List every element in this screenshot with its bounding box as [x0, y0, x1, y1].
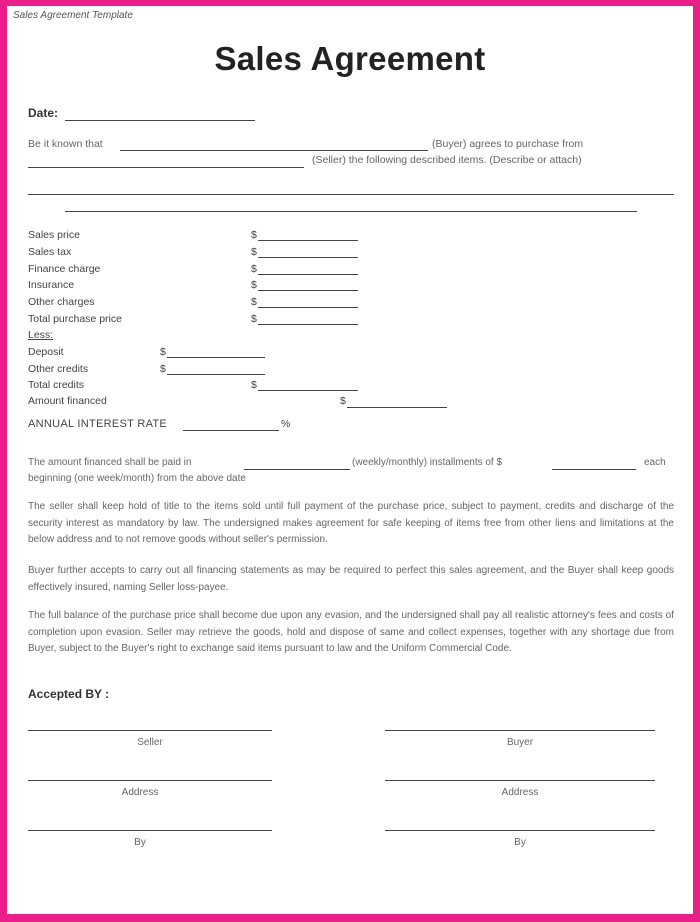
finance-charge-field[interactable] — [258, 274, 358, 275]
seller-address-caption: Address — [121, 787, 159, 798]
buyer-caption: Buyer — [506, 737, 534, 748]
seller-name-line[interactable] — [28, 167, 304, 168]
seller-signature-line[interactable] — [28, 730, 272, 731]
total-credits-label: Total credits — [28, 379, 85, 391]
insurance-currency: $ — [251, 279, 257, 291]
total-credits-currency: $ — [251, 379, 257, 391]
seller-caption: Seller — [137, 737, 163, 748]
intro-buyer-suffix: (Buyer) agrees to purchase from — [432, 138, 584, 150]
buyer-name-line[interactable] — [120, 150, 428, 151]
sales-price-currency: $ — [251, 229, 257, 241]
deposit-label: Deposit — [28, 346, 64, 358]
template-label: Sales Agreement Template — [13, 10, 133, 21]
amount-financed-label: Amount financed — [28, 395, 107, 407]
other-charges-field[interactable] — [258, 307, 358, 308]
finance-charge-currency: $ — [251, 263, 257, 275]
total-purchase-price-label: Total purchase price — [28, 313, 122, 325]
buyer-by-line[interactable] — [385, 830, 655, 831]
installment-text-line2: beginning (one week/month) from the above date — [28, 473, 246, 484]
document-title: Sales Agreement — [214, 40, 486, 77]
installment-count-field[interactable] — [244, 469, 350, 470]
sales-price-field[interactable] — [258, 240, 358, 241]
other-charges-currency: $ — [251, 296, 257, 308]
buyer-by-caption: By — [514, 837, 526, 848]
other-charges-label: Other charges — [28, 296, 95, 308]
total-purchase-price-field[interactable] — [258, 324, 358, 325]
accepted-by-heading: Accepted BY : — [28, 687, 110, 701]
sales-price-label: Sales price — [28, 229, 80, 241]
sales-tax-label: Sales tax — [28, 246, 72, 258]
buyer-signature-line[interactable] — [385, 730, 655, 731]
date-field-line[interactable] — [65, 120, 255, 121]
insurance-field[interactable] — [258, 290, 358, 291]
seller-by-caption: By — [134, 837, 146, 848]
seller-address-line[interactable] — [28, 780, 272, 781]
installment-text-c: each — [644, 457, 666, 468]
deposit-currency: $ — [160, 346, 166, 358]
other-credits-field[interactable] — [167, 374, 265, 375]
total-credits-field[interactable] — [258, 390, 358, 391]
intro-seller-suffix: (Seller) the following described items. (Describe or attach) — [312, 154, 582, 166]
interest-rate-label: ANNUAL INTEREST RATE — [28, 418, 168, 430]
deposit-field[interactable] — [167, 357, 265, 358]
insurance-label: Insurance — [28, 279, 75, 291]
document-page — [7, 6, 693, 914]
interest-rate-field[interactable] — [183, 430, 279, 431]
other-credits-label: Other credits — [28, 363, 89, 375]
less-label: Less: — [28, 329, 54, 341]
amount-financed-currency: $ — [340, 395, 346, 407]
total-purchase-price-currency: $ — [251, 313, 257, 325]
sales-tax-currency: $ — [251, 246, 257, 258]
buyer-address-caption: Address — [501, 787, 539, 798]
default-paragraph: The full balance of the purchase price shall become due upon any evasion, and the undersigned shall pay all realistic attorney's fees and costs of completion upon evasion. Seller may retrieve the goods, hold and dispose of same and collect expenses, together with any shortage due from Buyer, subject to the Buyer's right to exchange said items pursuant to law and the Uniform Commercial Code. — [28, 610, 674, 654]
finance-charge-label: Finance charge — [28, 263, 101, 275]
description-line-2[interactable] — [65, 211, 637, 212]
sales-tax-field[interactable] — [258, 257, 358, 258]
seller-by-line[interactable] — [28, 830, 272, 831]
buyer-address-line[interactable] — [385, 780, 655, 781]
amount-financed-field[interactable] — [347, 407, 447, 408]
installment-amount-field[interactable] — [552, 469, 636, 470]
financing-paragraph: Buyer further accepts to carry out all financing statements as may be required to perfect this sales agreement, and the Buyer shall keep goods effectively insured, naming Seller loss-payee. — [28, 565, 674, 593]
interest-rate-unit: % — [281, 418, 291, 430]
intro-prefix: Be it known that — [28, 138, 103, 150]
other-credits-currency: $ — [160, 363, 166, 375]
description-line-1[interactable] — [28, 194, 674, 195]
title-retention-paragraph: The seller shall keep hold of title to the items sold until full payment of the purchase price, subject to payment, credits and discharge of the security interest as mandatory by law. The undersigned makes agreement for safe keeping of items free from other liens and limitations at the below address and to not remove goods without seller's permission. — [28, 501, 674, 545]
date-label: Date: — [28, 106, 59, 120]
installment-text-a: The amount financed shall be paid in — [28, 457, 192, 468]
installment-text-b: (weekly/monthly) installments of $ — [352, 457, 503, 468]
